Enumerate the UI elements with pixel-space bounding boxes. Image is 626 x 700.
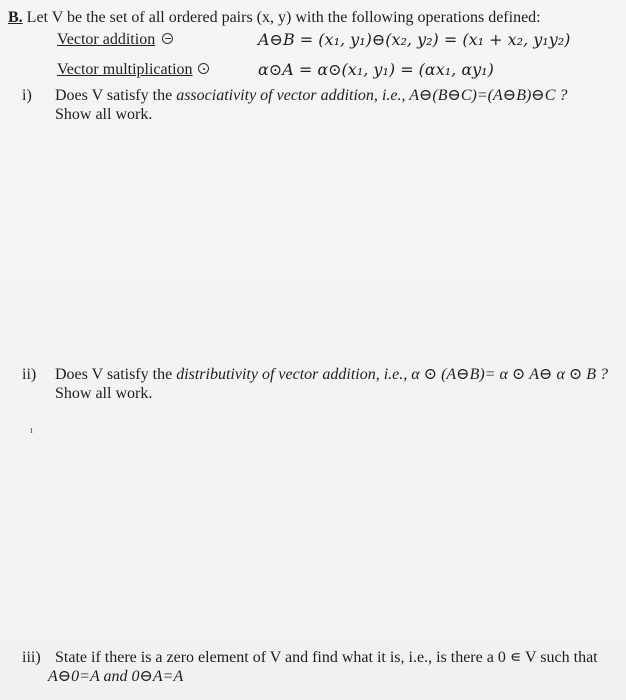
question-i-prefix: Does V satisfy the (55, 87, 173, 104)
stray-mark: ı (30, 425, 33, 436)
question-i (55, 86, 567, 106)
problem-intro (8, 8, 541, 28)
question-i-number: i) (22, 87, 32, 104)
multiplication-symbol-icon (196, 60, 211, 80)
operation-formula-multiplication: α⊙A = α⊙(x₁, y₁) = (αx₁, αy₁) (258, 60, 494, 79)
question-ii-number: ii) (22, 366, 37, 383)
question-ii (55, 365, 608, 385)
question-ii-property: distributivity of vector addition, (176, 366, 380, 383)
question-i-suffix: i.e., A⊖(B⊖C)=(A⊖B)⊖C ? (381, 87, 568, 104)
question-iii-text: State if there is a zero element of V and find what it is, i.e., is there a 0 ∊ V such that (55, 649, 598, 666)
problem-intro-text: Let V be the set of all ordered pairs (x, y) with the following operations defined: (26, 9, 541, 26)
problem-label: B. (8, 9, 23, 26)
question-i-property: associativity of vector addition, (176, 87, 378, 104)
operation-name-addition: Vector addition (57, 31, 156, 48)
question-ii-instruction: Show all work. (55, 385, 153, 402)
operation-formula-addition: A⊖B = (x₁, y₁)⊖(x₂, y₂) = (x₁ + x₂, y₁y₂) (258, 30, 571, 49)
question-iii-continuation: A⊖0=A and 0⊖A=A (48, 668, 184, 685)
operation-name-multiplication: Vector multiplication (57, 61, 193, 78)
question-iii-number: iii) (22, 649, 41, 666)
addition-symbol-icon (160, 30, 175, 50)
question-ii-prefix: Does V satisfy the (55, 366, 173, 383)
question-ii-suffix: i.e., α ⊙ (A⊖B)= α ⊙ A⊖ α ⊙ B ? (383, 366, 609, 383)
question-i-instruction: Show all work. (55, 106, 153, 123)
